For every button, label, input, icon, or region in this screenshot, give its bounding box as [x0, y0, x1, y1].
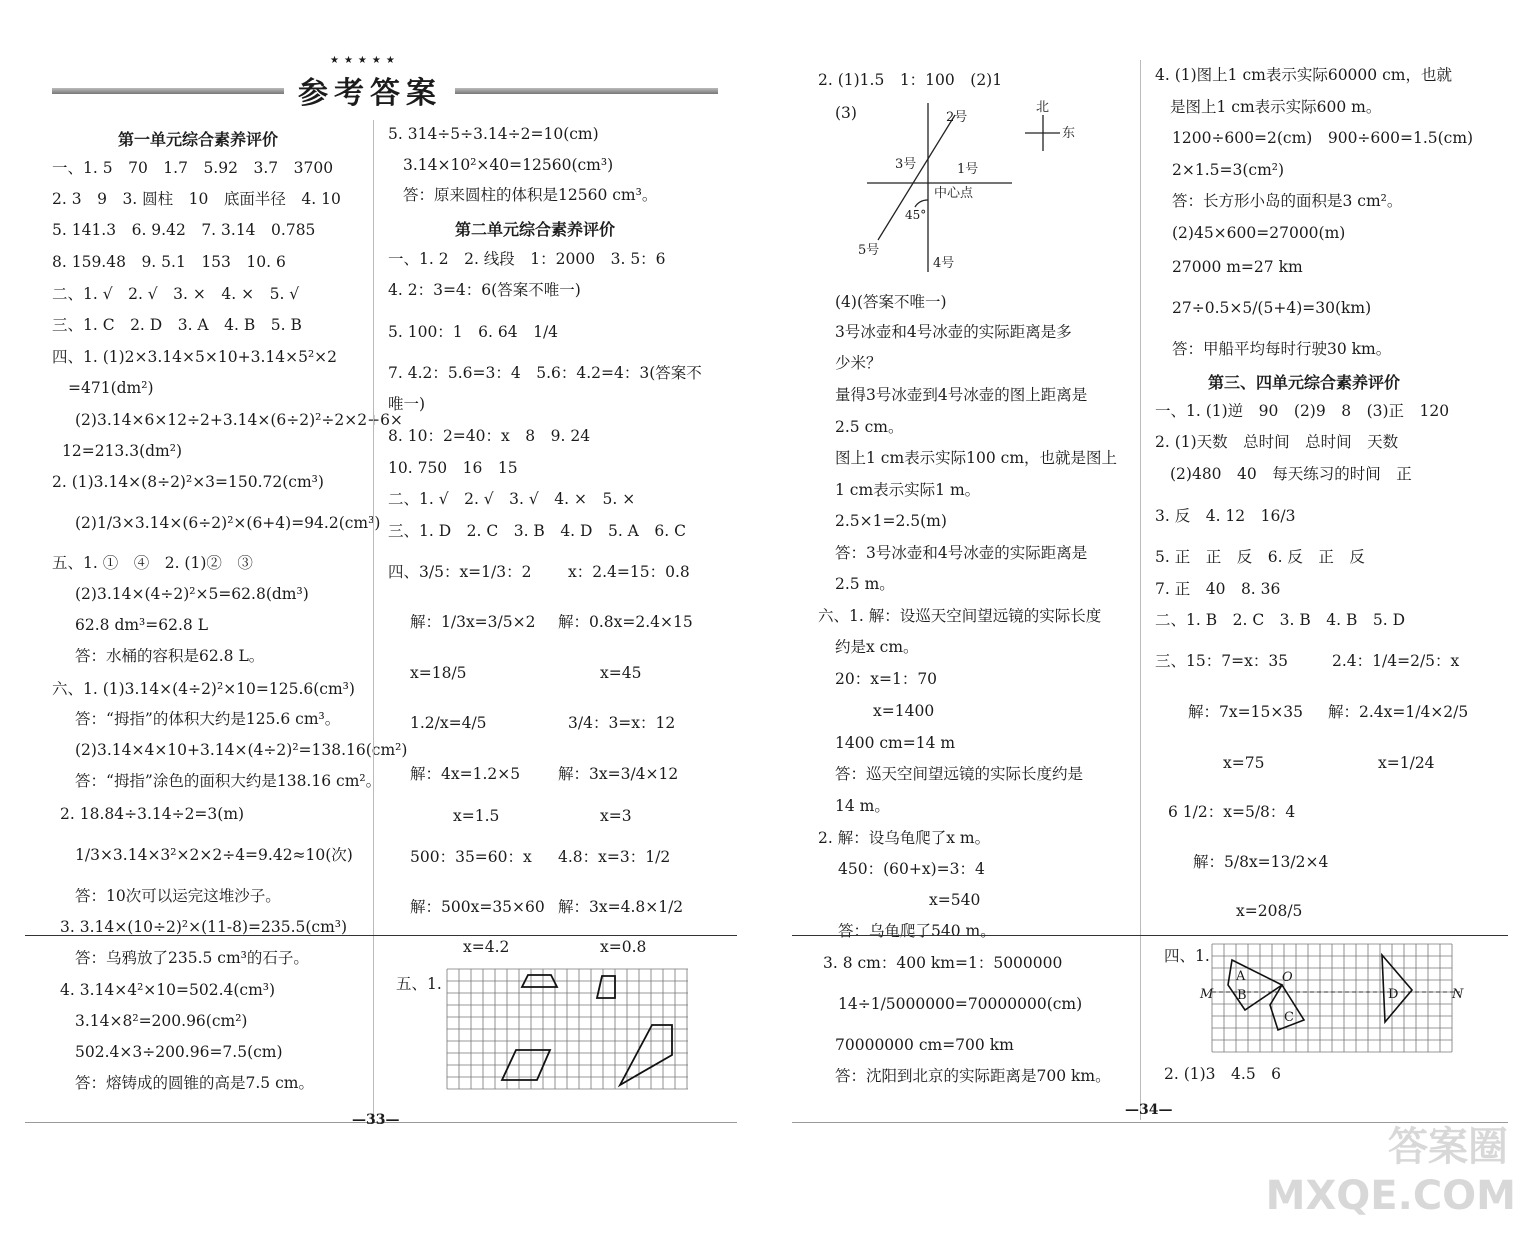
answer-line: 答：10次可以运完这堆沙子。 [75, 887, 281, 905]
answer-line: 三、15：7=x：35 [1155, 652, 1289, 670]
watermark-url: MXQE.COM [1265, 1173, 1516, 1219]
section-heading: 第三、四单元综合素养评价 [1208, 373, 1401, 392]
grid-label: C [1284, 1010, 1294, 1025]
answer-line: =471(dm²) [68, 379, 154, 397]
answer-line: 解：1/3x=3/5×2 [410, 613, 536, 631]
answer-line: 是图上1 cm表示实际600 m。 [1170, 98, 1382, 116]
answer-line: x=1/24 [1378, 754, 1435, 772]
section-heading: 第二单元综合素养评价 [455, 220, 616, 239]
answer-line: 1/3×3.14×3²×2×2÷4=9.42≈10(次) [75, 846, 353, 864]
answer-line: 1200÷600=2(cm) 900÷600=1.5(cm) [1172, 129, 1474, 147]
answer-line: 四、1. (1)2×3.14×5×10+3.14×5²×2 [52, 348, 338, 366]
answer-line: x=18/5 [410, 664, 467, 682]
answer-line: 20：x=1：70 [835, 670, 938, 688]
answer-line: 一、1. (1)逆 90 (2)9 8 (3)正 120 [1155, 402, 1450, 420]
answer-line: x=208/5 [1236, 902, 1303, 920]
diagram-label: 1号 [957, 162, 979, 177]
answer-line: 6 1/2：x=5/8：4 [1168, 803, 1296, 821]
answer-line: 2. (1)1.5 1：100 (2)1 [818, 71, 1003, 89]
answer-line: 解：4x=1.2×5 [410, 765, 521, 783]
answer-line: (2)3.14×4×10+3.14×(4÷2)²=138.16(cm²) [75, 741, 408, 759]
answer-line: x=1.5 [453, 807, 500, 825]
answer-line: 解：2.4x=1/4×2/5 [1328, 703, 1469, 721]
grid-label: A [1236, 969, 1246, 984]
answer-line: 4. (1)图上1 cm表示实际60000 cm，也就 [1155, 66, 1452, 84]
answer-line: 答：巡天空间望远镜的实际长度约是 [835, 765, 1084, 783]
answer-line: 70000000 cm=700 km [835, 1036, 1014, 1054]
answer-line: (2)45×600=27000(m) [1172, 224, 1346, 242]
answer-line: 约是x cm。 [835, 638, 919, 656]
answer-line: 答：长方形小岛的面积是3 cm²。 [1172, 192, 1403, 210]
answer-line: x=1400 [873, 702, 935, 720]
diagram-label: 东 [1062, 126, 1076, 141]
answer-line: 量得3号冰壶到4号冰壶的图上距离是 [835, 386, 1088, 404]
answer-line: 少米？ [835, 354, 882, 372]
stars: ★★★★★ [330, 55, 400, 66]
answer-line: 3/4：3=x：12 [568, 714, 676, 732]
answer-line: 4. 2：3=4：6(答案不唯一) [388, 281, 581, 299]
answer-line: 图上1 cm表示实际100 cm，也就是图上 [835, 449, 1118, 467]
watermark-logo: 答案圈 [1388, 1123, 1508, 1170]
answer-line: 3号冰壶和4号冰壶的实际距离是多 [835, 323, 1072, 341]
grid-label: N [1452, 987, 1464, 1002]
column-divider [373, 120, 374, 1120]
answer-line: (2)3.14×6×12÷2+3.14×(6÷2)²÷2×2+6× [75, 411, 403, 429]
answer-line: 1400 cm=14 m [835, 734, 956, 752]
answer-line: 1 cm表示实际1 m。 [835, 481, 981, 499]
answer-line: 27000 m=27 km [1172, 258, 1303, 276]
page-number: —33— [352, 1112, 400, 1128]
answer-line: 8. 159.48 9. 5.1 153 10. 6 [52, 253, 286, 271]
answer-line: 3. 8 cm：400 km=1：5000000 [823, 954, 1063, 972]
answer-line: 62.8 dm³=62.8 L [75, 616, 208, 634]
answer-line: 解：0.8x=2.4×15 [558, 613, 693, 631]
answer-line: x=45 [600, 664, 642, 682]
answer-line: 502.4×3÷200.96=7.5(cm) [75, 1043, 283, 1061]
answer-line: 4.8：x=3：1/2 [558, 848, 671, 866]
answer-line: 二、1. √ 2. √ 3. × 4. × 5. √ [52, 285, 300, 303]
answer-line: 解：3x=3/4×12 [558, 765, 679, 783]
section-heading: 第一单元综合素养评价 [118, 130, 279, 149]
answer-line: 二、1. √ 2. √ 3. √ 4. × 5. × [388, 490, 636, 508]
answer-line: 5. 141.3 6. 9.42 7. 3.14 0.785 [52, 221, 316, 239]
answer-line: 8. 10：2=40：x 8 9. 24 [388, 427, 591, 445]
diagram-label: 3号 [895, 157, 917, 172]
answer-line: 二、1. B 2. C 3. B 4. B 5. D [1155, 611, 1406, 629]
answer-line: 六、1. (1)3.14×(4÷2)²×10=125.6(cm³) [52, 680, 355, 698]
answer-line: 10. 750 16 15 [388, 459, 518, 477]
answer-line: 5. 314÷5÷3.14÷2=10(cm) [388, 125, 599, 143]
answer-line: 2.5×1=2.5(m) [835, 512, 947, 530]
answer-line: 三、1. C 2. D 3. A 4. B 5. B [52, 316, 302, 334]
answer-line: 四、1. [1164, 947, 1210, 965]
answer-line: 四、3/5：x=1/3：2 [388, 563, 532, 581]
answer-line: 唯一) [388, 395, 426, 413]
answer-line: 2.5 m。 [835, 575, 895, 593]
answer-line: 答：乌鸦放了235.5 cm³的石子。 [75, 949, 309, 967]
answer-line: 3.14×8²=200.96(cm²) [75, 1012, 248, 1030]
answer-line: 5. 正 正 反 6. 反 正 反 [1155, 548, 1365, 566]
title-bar-right [455, 88, 718, 94]
diagram-label: 5号 [858, 243, 880, 258]
fold-line [25, 935, 737, 936]
diagram-label: 中心点 [934, 186, 974, 201]
answer-line: 六、1. 解：设巡天空间望远镜的实际长度 [818, 607, 1102, 625]
answer-line: 14 m。 [835, 797, 890, 815]
answer-line: 2.4：1/4=2/5：x [1332, 652, 1460, 670]
answer-line: 2. (1)3 4.5 6 [1164, 1065, 1282, 1083]
answer-line: 答：乌龟爬了540 m。 [838, 922, 996, 940]
answer-line: 12=213.3(dm²) [62, 442, 183, 460]
answer-line: 2. (1)天数 总时间 总时间 天数 [1155, 433, 1399, 451]
fold-line [792, 935, 1508, 936]
answer-line: 答：水桶的容积是62.8 L。 [75, 647, 265, 665]
answer-line: 3.14×10²×40=12560(cm³) [403, 156, 614, 174]
answer-line: 一、1. 2 2. 线段 1：2000 3. 5：6 [388, 250, 666, 268]
answer-line: 450：(60+x)=3：4 [838, 860, 985, 878]
answer-line: x=75 [1223, 754, 1265, 772]
answer-line: 答：“拇指”的体积大约是125.6 cm³。 [75, 710, 341, 728]
answer-line: 1.2/x=4/5 [410, 714, 487, 732]
answer-line: 三、1. D 2. C 3. B 4. D 5. A 6. C [388, 522, 686, 540]
answer-line: x：2.4=15：0.8 [568, 563, 690, 581]
answer-line: 答：熔铸成的圆锥的高是7.5 cm。 [75, 1074, 314, 1092]
grid-label: D [1388, 987, 1399, 1002]
diagram-label: 北 [1036, 100, 1050, 115]
answer-line: 3. 反 4. 12 16/3 [1155, 507, 1296, 525]
answer-line: (4)(答案不唯一) [835, 293, 947, 311]
diagram-label: 4号 [933, 256, 955, 271]
diagram-label: 45° [905, 208, 927, 222]
answer-line: 27÷0.5×5/(5+4)=30(km) [1172, 299, 1372, 317]
answer-line: 2. 18.84÷3.14÷2=3(m) [60, 805, 245, 823]
grid-label: O [1282, 970, 1293, 985]
answer-line: 答：“拇指”涂色的面积大约是138.16 cm²。 [75, 772, 382, 790]
answer-line: (2)480 40 每天练习的时间 正 [1170, 465, 1412, 483]
answer-line: 5. 100：1 6. 64 1/4 [388, 323, 559, 341]
grid-label: B [1237, 988, 1247, 1003]
page-title: 参考答案 [298, 76, 442, 111]
answer-line: 2. 解：设乌龟爬了x m。 [818, 829, 991, 847]
answer-line: (2)3.14×(4÷2)²×5=62.8(dm³) [75, 585, 309, 603]
grid-label: M [1200, 987, 1214, 1002]
answer-line: 答：3号冰壶和4号冰壶的实际距离是 [835, 544, 1088, 562]
answer-line: 答：甲船平均每时行驶30 km。 [1172, 340, 1392, 358]
answer-line: 2. 3 9 3. 圆柱 10 底面半径 4. 10 [52, 190, 341, 208]
column-divider [1140, 60, 1141, 1120]
answer-line: 14÷1/5000000=70000000(cm) [838, 995, 1083, 1013]
answer-line: x=0.8 [600, 938, 647, 956]
answer-line: 4. 3.14×4²×10=502.4(cm³) [60, 981, 276, 999]
answer-line: 500：35=60：x [410, 848, 532, 866]
diagram-label: 2号 [946, 110, 968, 125]
transformation-grid [0, 0, 1, 1]
title-bar-left [52, 88, 284, 94]
answer-line: 2. (1)3.14×(8÷2)²×3=150.72(cm³) [52, 473, 324, 491]
page-number: —34— [1125, 1102, 1173, 1118]
answer-line: x=3 [600, 807, 632, 825]
answer-line: 答：沈阳到北京的实际距离是700 km。 [835, 1067, 1111, 1085]
answer-line: x=540 [929, 891, 981, 909]
answer-line: 五、1. [396, 975, 442, 993]
answer-line: 答：原来圆柱的体积是12560 cm³。 [403, 186, 658, 204]
answer-line: 2×1.5=3(cm²) [1172, 161, 1285, 179]
answer-line: (3) [835, 104, 857, 122]
answer-line: x=4.2 [463, 938, 510, 956]
answer-line: 一、1. 5 70 1.7 5.92 3.7 3700 [52, 159, 334, 177]
answer-line: (2)1/3×3.14×(6÷2)²×(6+4)=94.2(cm³) [75, 514, 381, 532]
answer-line: 解：7x=15×35 [1188, 703, 1304, 721]
answer-line: 解：500x=35×60 [410, 898, 545, 916]
answer-line: 7. 4.2：5.6=3：4 5.6：4.2=4：3(答案不 [388, 364, 702, 382]
answer-line: 2.5 cm。 [835, 418, 904, 436]
answer-line: 3. 3.14×(10÷2)²×(11-8)=235.5(cm³) [60, 918, 348, 936]
answer-line: 7. 正 40 8. 36 [1155, 580, 1281, 598]
answer-line: 解：3x=4.8×1/2 [558, 898, 684, 916]
answer-line: 五、1. ① ④ 2. (1)② ③ [52, 554, 253, 572]
answer-line: 解：5/8x=13/2×4 [1193, 853, 1329, 871]
